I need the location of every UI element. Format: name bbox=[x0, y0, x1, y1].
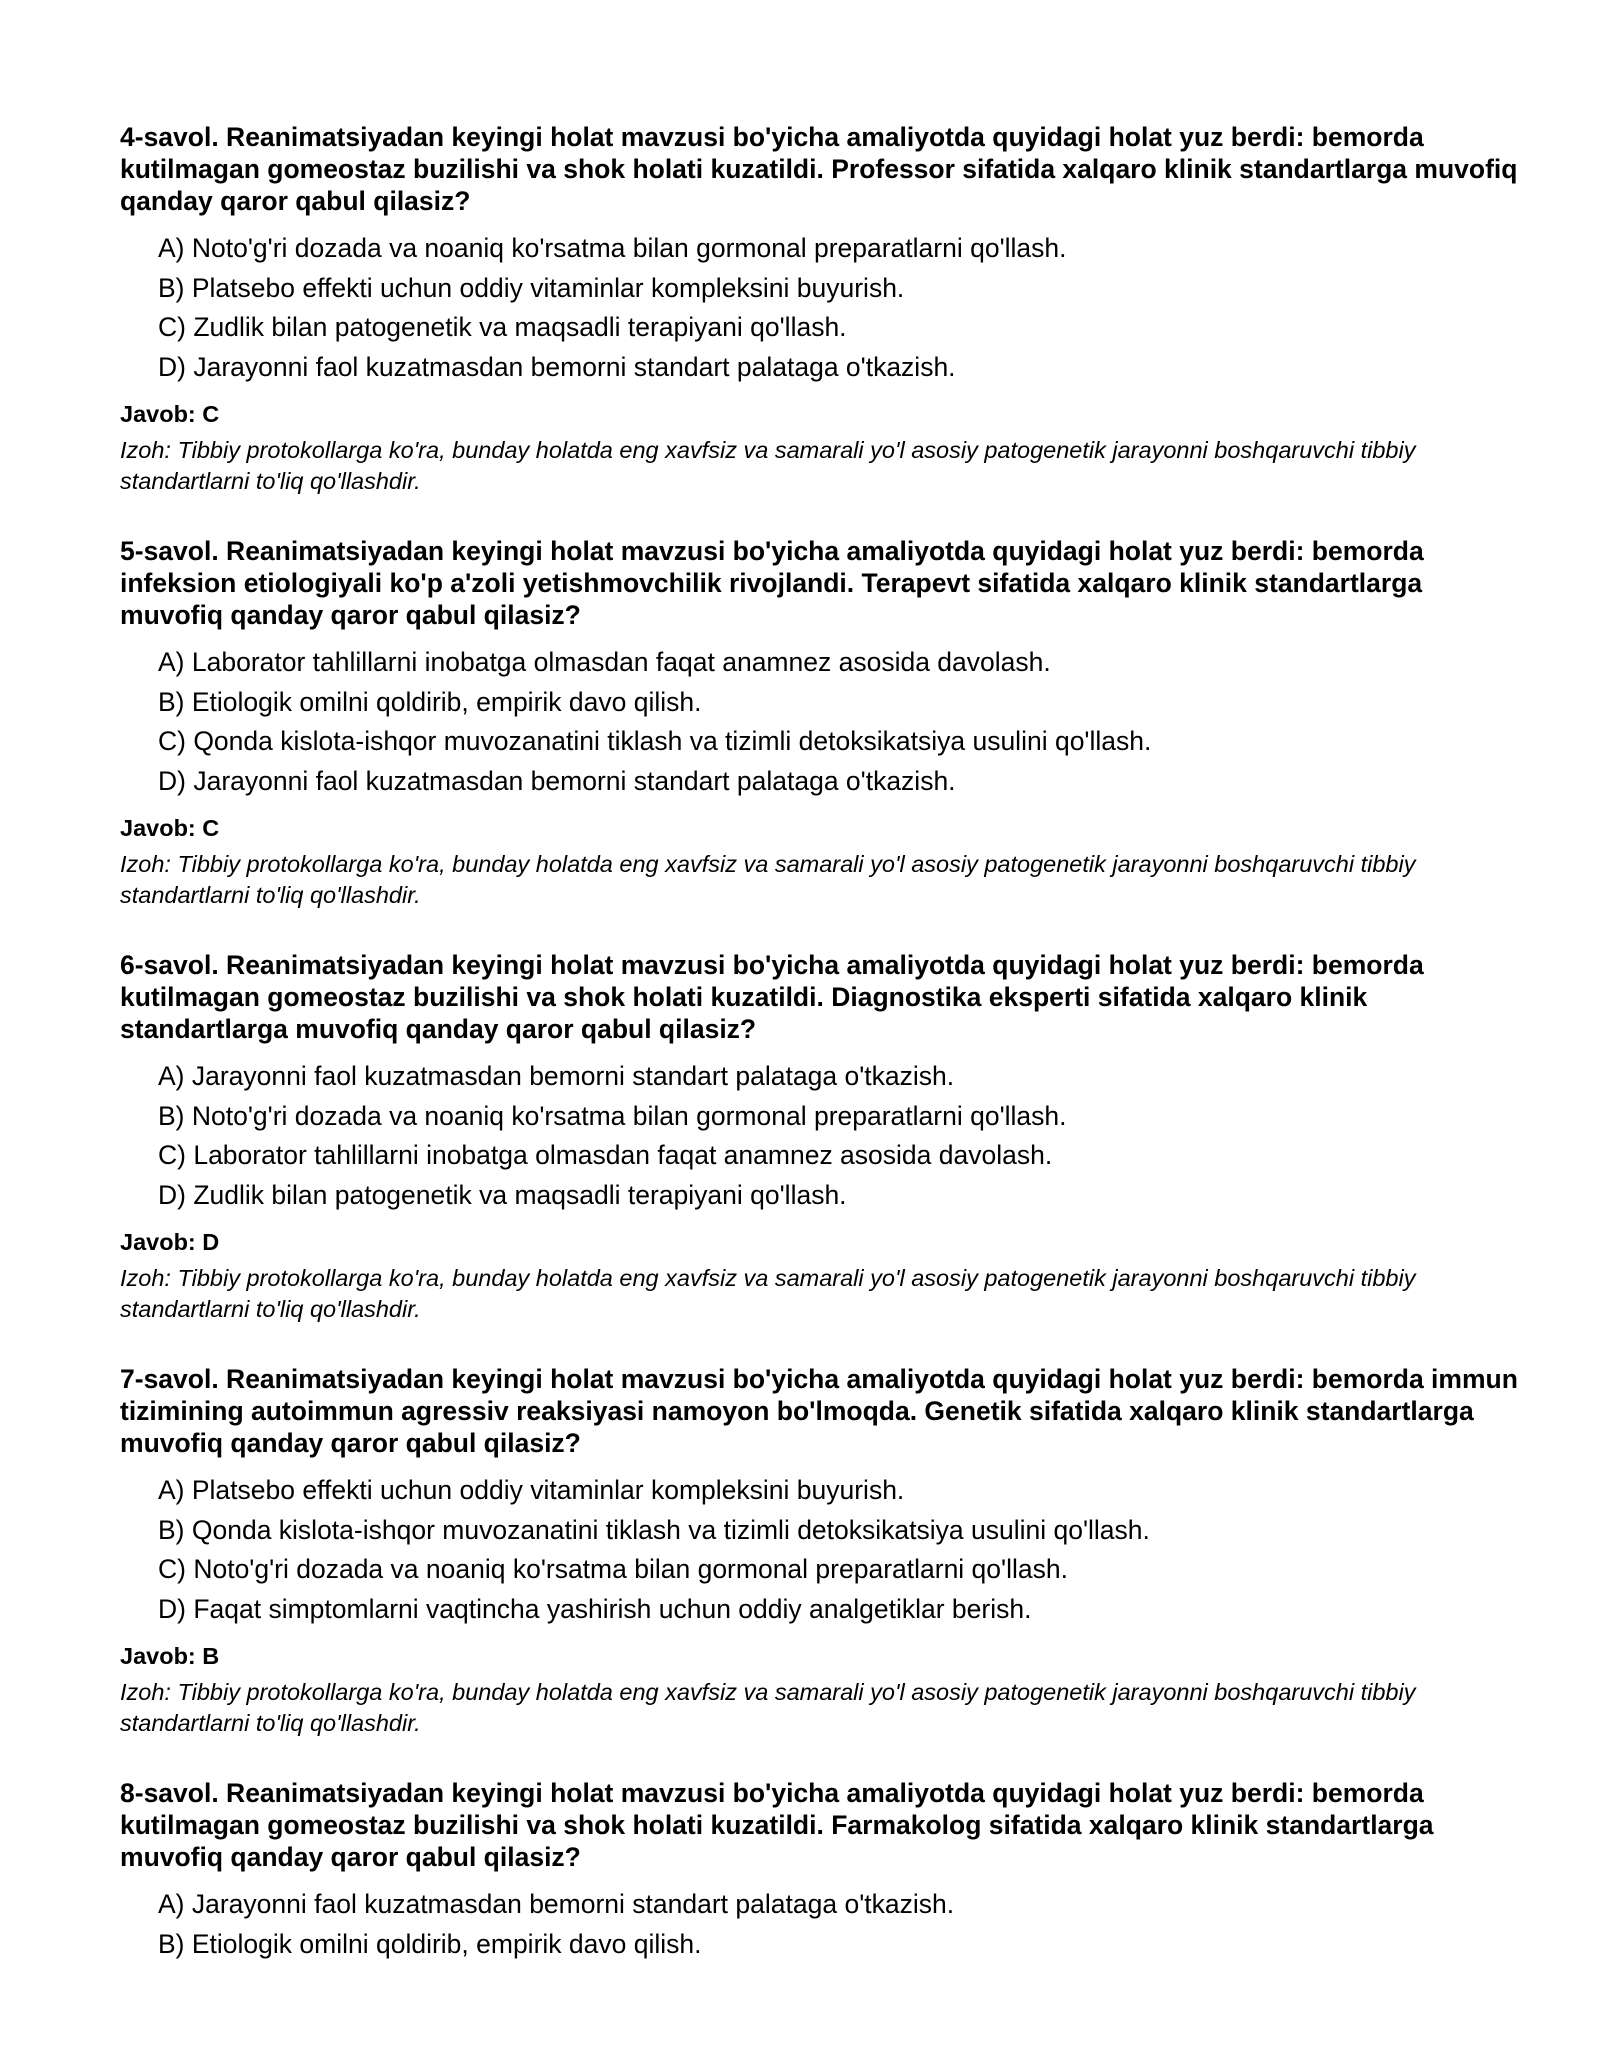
option-a: A) Jarayonni faol kuzatmasdan bemorni standart palataga o'tkazish. bbox=[158, 1889, 955, 1919]
question-title: 5-savol. Reanimatsiyadan keyingi holat mavzusi bo'yicha amaliyotda quyidagi holat yuz berdi: bemorda infeksion etiologiyali ko'p a'zoli yetishmovchilik rivojlandi. Terapevt sifatida xalqaro klinik standartlarga muvofiq qanday qaror qabul qilasiz? bbox=[120, 536, 1424, 630]
option-a: A) Noto'g'ri dozada va noaniq ko'rsatma bilan gormonal preparatlarni qo'llash. bbox=[158, 233, 1067, 263]
option-c: C) Qonda kislota-ishqor muvozanatini tiklash va tizimli detoksikatsiya usulini qo'llash. bbox=[158, 726, 1152, 756]
option-b: B) Qonda kislota-ishqor muvozanatini tiklash va tizimli detoksikatsiya usulini qo'llash. bbox=[158, 1514, 1150, 1545]
question-4 bbox=[120, 121, 1520, 497]
question-title: 6-savol. Reanimatsiyadan keyingi holat mavzusi bo'yicha amaliyotda quyidagi holat yuz berdi: bemorda kutilmagan gomeostaz buzilishi va shok holati kuzatildi. Diagnostika eksperti sifatida xalqaro klinik standartlarga muvofiq qanday qaror qabul qilasiz? bbox=[120, 950, 1424, 1044]
option-c: C) Laborator tahlillarni inobatga olmasdan faqat anamnez asosida davolash. bbox=[158, 1140, 1053, 1170]
question-5 bbox=[120, 535, 1520, 911]
option-b: B) Etiologik omilni qoldirib, empirik davo qilish. bbox=[158, 1928, 702, 1959]
option-a: A) Platsebo effekti uchun oddiy vitaminlar kompleksini buyurish. bbox=[158, 1475, 905, 1505]
question-7 bbox=[120, 1363, 1520, 1739]
option-list bbox=[120, 643, 1520, 801]
option-c: C) Noto'g'ri dozada va noaniq ko'rsatma bilan gormonal preparatlarni qo'llash. bbox=[158, 1554, 1068, 1584]
answer-line: Javob: B bbox=[120, 1643, 220, 1669]
question-title: 8-savol. Reanimatsiyadan keyingi holat mavzusi bo'yicha amaliyotda quyidagi holat yuz berdi: bemorda kutilmagan gomeostaz buzilishi va shok holati kuzatildi. Farmakolog sifatida xalqaro klinik standartlarga muvofiq qanday qaror qabul qilasiz? bbox=[120, 1778, 1434, 1872]
option-a: A) Laborator tahlillarni inobatga olmasdan faqat anamnez asosida davolash. bbox=[158, 647, 1051, 677]
option-b: B) Noto'g'ri dozada va noaniq ko'rsatma bilan gormonal preparatlarni qo'llash. bbox=[158, 1100, 1067, 1131]
option-list bbox=[120, 229, 1520, 387]
explanation-text: Izoh: Tibbiy protokollarga ko'ra, bunday holatda eng xavfsiz va samarali yo'l asosiy patogenetik jarayonni boshqaruvchi tibbiy standartlarni to'liq qo'llashdir. bbox=[120, 437, 1416, 494]
option-d: D) Zudlik bilan patogenetik va maqsadli terapiyani qo'llash. bbox=[158, 1179, 847, 1210]
question-title: 7-savol. Reanimatsiyadan keyingi holat mavzusi bo'yicha amaliyotda quyidagi holat yuz berdi: bemorda immun tizimining autoimmun agressiv reaksiyasi namoyon bo'lmoqda. Genetik sifatida xalqaro klinik standartlarga muvofiq qanday qaror qabul qilasiz? bbox=[120, 1364, 1518, 1458]
option-a: A) Jarayonni faol kuzatmasdan bemorni standart palataga o'tkazish. bbox=[158, 1061, 955, 1091]
option-d: D) Jarayonni faol kuzatmasdan bemorni standart palataga o'tkazish. bbox=[158, 351, 956, 382]
option-b: B) Platsebo effekti uchun oddiy vitaminlar kompleksini buyurish. bbox=[158, 272, 905, 303]
option-c: C) Zudlik bilan patogenetik va maqsadli terapiyani qo'llash. bbox=[158, 312, 847, 342]
option-d: D) Jarayonni faol kuzatmasdan bemorni standart palataga o'tkazish. bbox=[158, 765, 956, 796]
explanation-text: Izoh: Tibbiy protokollarga ko'ra, bunday holatda eng xavfsiz va samarali yo'l asosiy patogenetik jarayonni boshqaruvchi tibbiy standartlarni to'liq qo'llashdir. bbox=[120, 1679, 1416, 1736]
question-title: 4-savol. Reanimatsiyadan keyingi holat mavzusi bo'yicha amaliyotda quyidagi holat yuz berdi: bemorda kutilmagan gomeostaz buzilishi va shok holati kuzatildi. Professor sifatida xalqaro klinik standartlarga muvofiq qanday qaror qabul qilasiz? bbox=[120, 122, 1518, 216]
explanation-text: Izoh: Tibbiy protokollarga ko'ra, bunday holatda eng xavfsiz va samarali yo'l asosiy patogenetik jarayonni boshqaruvchi tibbiy standartlarni to'liq qo'llashdir. bbox=[120, 1265, 1416, 1322]
answer-line: Javob: D bbox=[120, 1229, 220, 1255]
explanation-text: Izoh: Tibbiy protokollarga ko'ra, bunday holatda eng xavfsiz va samarali yo'l asosiy patogenetik jarayonni boshqaruvchi tibbiy standartlarni to'liq qo'llashdir. bbox=[120, 851, 1416, 908]
answer-line: Javob: C bbox=[120, 401, 220, 427]
option-list bbox=[120, 1885, 1520, 1964]
option-list bbox=[120, 1471, 1520, 1629]
answer-line: Javob: C bbox=[120, 815, 220, 841]
option-d: D) Faqat simptomlarni vaqtincha yashirish uchun oddiy analgetiklar berish. bbox=[158, 1593, 1032, 1624]
option-b: B) Etiologik omilni qoldirib, empirik davo qilish. bbox=[158, 686, 702, 717]
question-6 bbox=[120, 949, 1520, 1325]
option-list bbox=[120, 1057, 1520, 1215]
question-8 bbox=[120, 1777, 1520, 1964]
